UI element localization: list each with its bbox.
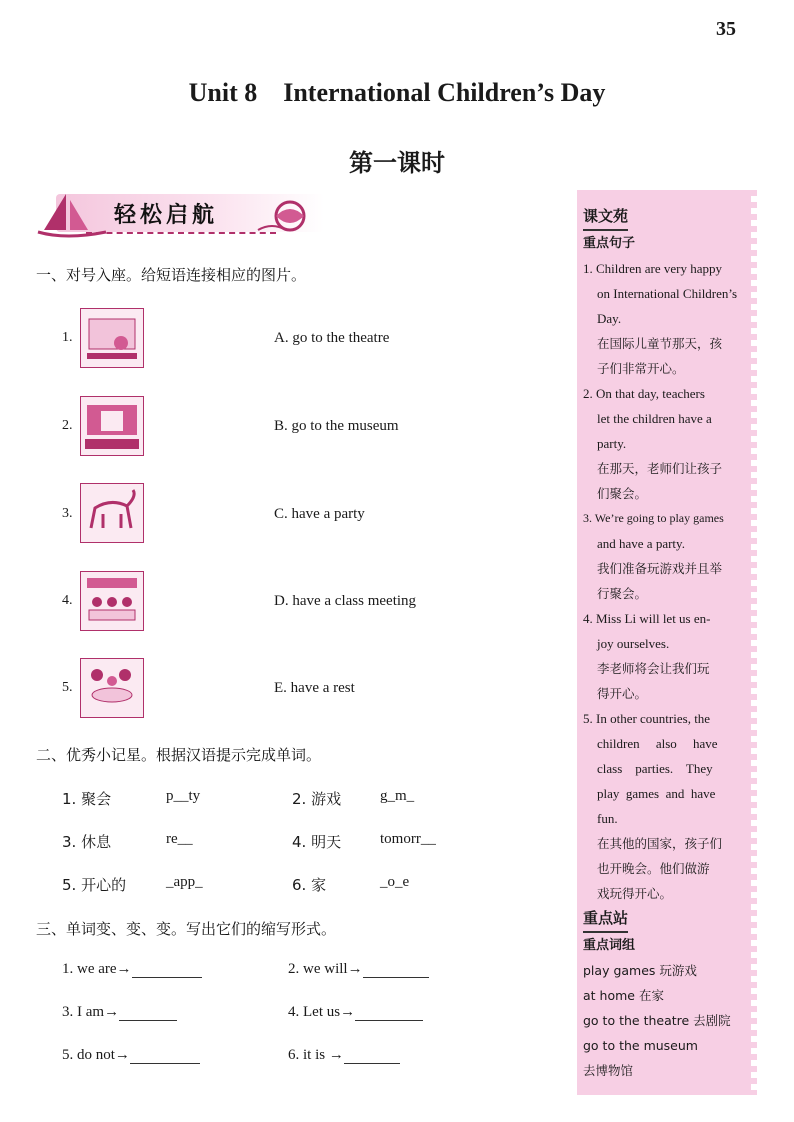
sentence-en: party. [597, 436, 627, 451]
answer-line[interactable] [130, 1049, 200, 1064]
word-blank[interactable]: re__ [166, 831, 193, 847]
section-3-heading: 三、单词变、变、变。写出它们的缩写形式。 [36, 920, 337, 938]
sentence-en: children also have [597, 736, 718, 751]
prompt-text: 3. I am→ [62, 1004, 120, 1020]
sentence-en: on International Children’s [597, 286, 738, 301]
sentence-en: 1. Children are very happy [583, 261, 722, 276]
sentence-zh: 在其他的国家，孩子们 [597, 836, 723, 851]
prompt-text: 6. it is → [288, 1047, 344, 1063]
sentence-zh: 李老师将会让我们玩 [597, 661, 710, 676]
dinosaur-picture [80, 483, 144, 543]
sailboat-icon [36, 190, 116, 242]
sentence-en: 4. Miss Li will let us en- [583, 611, 711, 626]
answer-line[interactable] [363, 963, 429, 978]
sentence-en: and have a party. [597, 536, 685, 551]
prompt-text: 5. do not→ [62, 1047, 130, 1063]
hint-chinese: 4. 明天 [292, 833, 342, 851]
hint-chinese: 1. 聚会 [62, 790, 112, 808]
hint-chinese: 3. 休息 [62, 833, 112, 851]
sentence-zh: 得开心。 [597, 686, 648, 701]
sentence-en: play games and have [597, 786, 716, 801]
lesson-title: 第一课时 [349, 148, 445, 177]
answer-line[interactable] [355, 1006, 423, 1021]
party-picture [80, 658, 144, 718]
hint-chinese: 5. 开心的 [62, 876, 127, 894]
word-blank[interactable]: tomorr__ [380, 831, 436, 847]
phrase-item: go to the theatre 去剧院 [583, 1013, 731, 1028]
contraction-prompt [288, 961, 429, 978]
prompt-text: 1. we are→ [62, 961, 132, 977]
sidebar-subheading: 重点词组 [583, 938, 636, 953]
sentence-zh: 在国际儿童节那天，孩 [597, 336, 723, 351]
sentence-zh: 们聚会。 [597, 486, 648, 501]
phrase-item: play games 玩游戏 [583, 963, 697, 978]
sentence-zh: 我们准备玩游戏并且举 [597, 561, 723, 576]
option-b: B. go to the museum [274, 418, 399, 434]
word-blank[interactable]: _o_e [380, 874, 410, 890]
answer-line[interactable] [344, 1049, 400, 1064]
sentence-en: joy ourselves. [597, 636, 670, 651]
sidebar-heading: 重点站 [583, 906, 628, 933]
stage-picture [80, 396, 144, 456]
option-a: A. go to the theatre [274, 330, 390, 346]
section-1-heading: 一、对号入座。给短语连接相应的图片。 [36, 266, 307, 284]
sentence-zh: 也开晚会。他们做游 [597, 861, 710, 876]
sentence-en: fun. [597, 811, 618, 826]
contraction-prompt [62, 961, 202, 978]
answer-line[interactable] [119, 1006, 177, 1021]
banner-label: 轻松启航 [114, 203, 219, 228]
item-number: 4. [62, 593, 73, 608]
option-d: D. have a class meeting [274, 593, 417, 609]
item-number: 5. [62, 680, 73, 695]
theatre-picture [80, 308, 144, 368]
sentence-zh: 在那天，老师们让孩子 [597, 461, 723, 476]
unit-title: Unit 8 International Children’s Day [188, 78, 606, 107]
phrase-item: at home 在家 [583, 988, 664, 1003]
item-number: 2. [62, 418, 73, 433]
contraction-prompt [62, 1004, 177, 1021]
item-number: 1. [62, 330, 73, 345]
sentence-zh: 戏玩得开心。 [597, 886, 673, 901]
contraction-prompt [62, 1047, 200, 1064]
section-banner [36, 190, 326, 242]
wave-ornament-icon [256, 196, 322, 236]
answer-line[interactable] [132, 963, 202, 978]
sentence-en: 3. We’re going to play games [583, 511, 724, 525]
phrase-item: 去博物馆 [583, 1063, 634, 1078]
sidebar-panel [577, 190, 751, 1095]
hint-chinese: 6. 家 [292, 876, 327, 894]
sentence-en: let the children have a [597, 411, 712, 426]
hint-chinese: 2. 游戏 [292, 790, 342, 808]
sentence-en: 2. On that day, teachers [583, 386, 705, 401]
sidebar-heading: 课文苑 [583, 204, 628, 231]
classroom-picture [80, 571, 144, 631]
page-number: 35 [716, 18, 736, 40]
option-c: C. have a party [274, 506, 365, 522]
sentence-en: class parties. They [597, 761, 713, 776]
item-number: 3. [62, 506, 73, 521]
option-e: E. have a rest [274, 680, 355, 696]
prompt-text: 4. Let us→ [288, 1004, 356, 1020]
word-blank[interactable]: p__ty [166, 788, 201, 804]
phrase-item: go to the museum [583, 1038, 698, 1053]
sentence-en: 5. In other countries, the [583, 711, 711, 726]
sidebar-subheading: 重点句子 [583, 236, 636, 251]
sentence-en: Day. [597, 311, 622, 326]
word-blank[interactable]: g_m_ [380, 788, 415, 804]
word-blank[interactable]: _app_ [166, 874, 203, 890]
section-2-heading: 二、优秀小记星。根据汉语提示完成单词。 [36, 746, 322, 764]
contraction-prompt [288, 1004, 423, 1021]
sentence-zh: 行聚会。 [597, 586, 648, 601]
contraction-prompt [288, 1047, 400, 1064]
sentence-zh: 子们非常开心。 [597, 361, 685, 376]
prompt-text: 2. we will→ [288, 961, 363, 977]
